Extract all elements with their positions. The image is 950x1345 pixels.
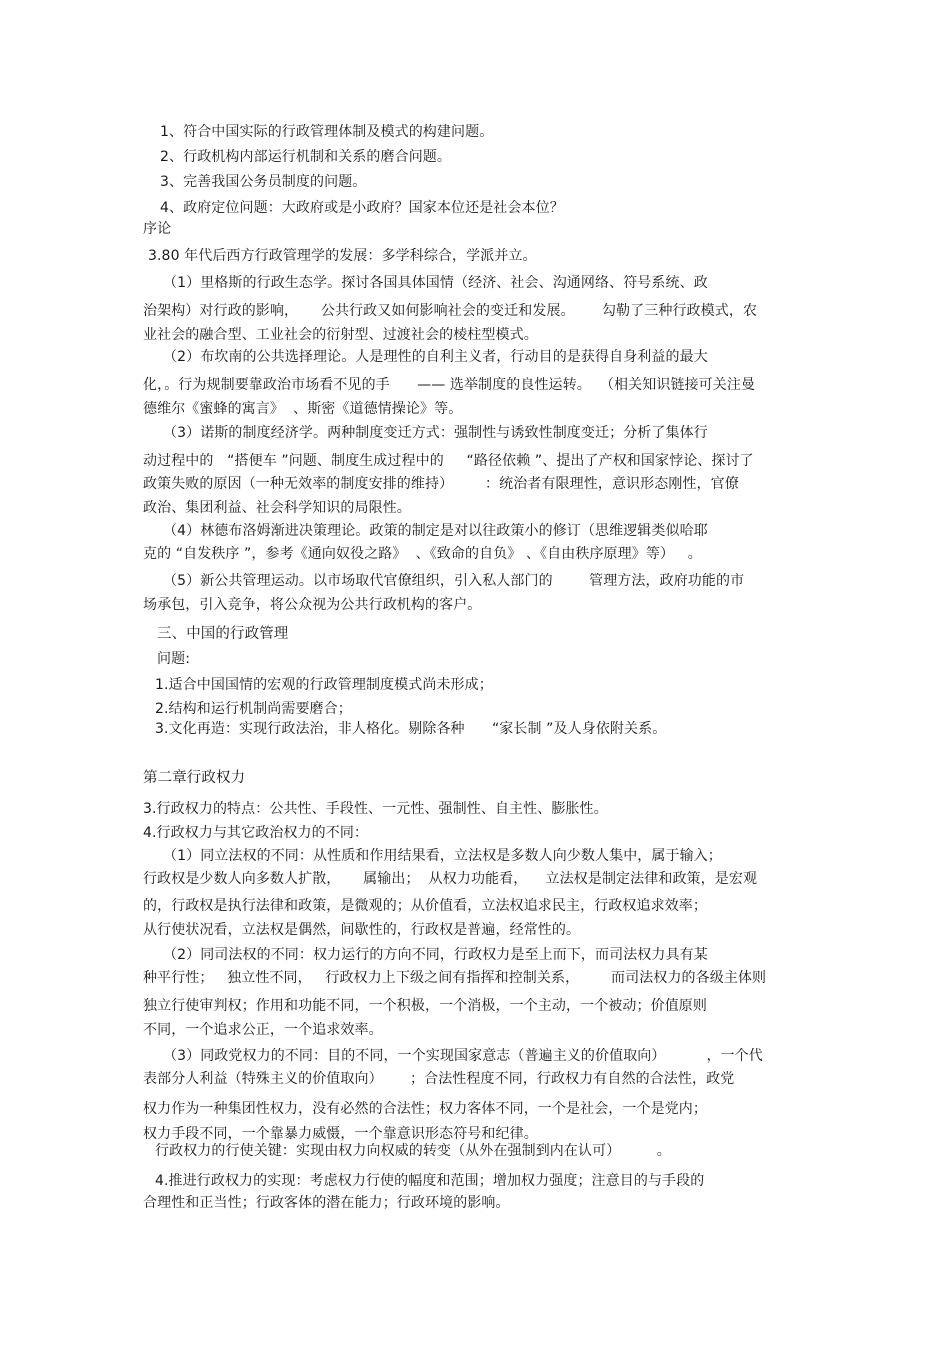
text-line: （5）新公共管理运动。以市场取代官僚组织，引入私人部门的 管理方法，政府功能的市 [163,573,745,589]
text-line: 3、完善我国公务员制度的问题。 [160,174,367,190]
text-line: 3.80 年代后西方行政管理学的发展：多学科综合，学派并立。 [148,248,537,264]
text-line: 问题: [157,651,191,667]
text-line: 3.行政权力的特点：公共性、手段性、一元性、强制性、自主性、膨胀性。 [143,801,608,817]
text-line: 2.结构和运行机制尚需要磨合； [155,701,352,717]
text-line: 政策失败的原因（一种无效率的制度安排的维持） ：统治者有限理性，意识形态刚性，官僚 [143,476,739,492]
text-line: 种平行性； 独立性不同， 行政权力上下级之间有指挥和控制关系， 而司法权力的各级主体则 [143,970,767,986]
text-line: 权力手段不同，一个靠暴力威慑，一个靠意识形态符号和纪律。 [143,1126,538,1142]
text-line: 4.行政权力与其它政治权力的不同： [143,825,369,841]
text-line: 的，行政权是执行法律和政策，是微观的；从价值看，立法权追求民主，行政权追求效率； [143,898,707,914]
text-line: 4.推进行政权力的实现：考虑权力行使的幅度和范围；增加权力强度；注意目的与手段的 [155,1173,705,1189]
text-line: （2）布坎南的公共选择理论。人是理性的自利主义者，行动目的是获得自身利益的最大 [163,349,708,365]
text-line: 行政权是少数人向多数人扩散， 属输出； 从权力功能看， 立法权是制定法律和政策，是宏观 [143,871,758,887]
text-line: 行政权力的行使关键：实现由权力向权威的转变（从外在强制到内在认可） 。 [155,1143,671,1159]
text-line: 权力作为一种集团性权力，没有必然的合法性；权力客体不同，一个是社会，一个是党内； [143,1101,707,1117]
text-line: 化，。行为规制要靠政治市场看不见的手 —— 选举制度的良性运转。 （相关知识链接可关注曼 [143,377,756,393]
text-line: 4、政府定位问题：大政府或是小政府？国家本位还是社会本位？ [160,200,564,216]
text-line: （2）同司法权的不同：权力运行的方向不同，行政权力是至上而下，而司法权力具有某 [163,947,708,963]
text-line: 不同，一个追求公正，一个追求效率。 [143,1022,383,1038]
text-line: 动过程中的 “搭便车 ”问题、制度生成过程中的 “路径依赖 ”、提出了产权和国家悖论、探讨了 [143,453,754,469]
text-line: 独立行使审判权；作用和功能不同，一个积极，一个消极，一个主动，一个被动；价值原则 [143,998,707,1014]
section-heading: 三、中国的行政管理 [157,626,289,642]
text-line: 1.适合中国国情的宏观的行政管理制度模式尚未形成； [155,677,493,693]
chapter-title: 第二章行政权力 [143,770,246,786]
text-line: 场承包，引入竞争，将公众视为公共行政机构的客户。 [143,597,482,613]
text-line: 德维尔《蜜蜂的寓言》 、斯密《道德情操论》等。 [143,401,463,417]
text-line: 克的 “自发秩序 ”，参考《通向奴役之路》 、《致命的自负》 、《自由秩序原理》等） 。 [143,546,702,562]
text-line: （3）同政党权力的不同：目的不同，一个实现国家意志（普遍主义的价值取向） ，一个代 [163,1048,763,1064]
text-line: （1）同立法权的不同：从性质和作用结果看，立法权是多数人向少数人集中，属于输入； [163,848,722,864]
text-line: 3.文化再造：实现行政法治，非人格化。剔除各种 “家长制 ”及人身依附关系。 [155,721,667,737]
text-line: 政治、集团利益、社会科学知识的局限性。 [143,500,411,516]
section-heading: 序论 [143,221,172,237]
text-line: 2、行政机构内部运行机制和关系的磨合问题。 [160,149,452,165]
text-line: （4）林德布洛姆渐进决策理论。政策的制定是对以往政策小的修订（思维逻辑类似哈耶 [163,523,708,539]
text-line: 业社会的融合型、工业社会的衍射型、过渡社会的棱柱型模式。 [143,327,538,343]
text-line: （3）诺斯的制度经济学。两种制度变迁方式：强制性与诱致性制度变迁；分析了集体行 [163,425,708,441]
text-line: 1、符合中国实际的行政管理体制及模式的构建问题。 [160,124,494,140]
text-line: 合理性和正当性；行政客体的潜在能力；行政环境的影响。 [143,1195,510,1211]
text-line: 从行使状况看，立法权是偶然，间歇性的，行政权是普遍，经常性的。 [143,922,581,938]
text-line: （1）里格斯的行政生态学。探讨各国具体国情（经济、社会、沟通网络、符号系统、政 [163,275,708,291]
text-line: 治架构）对行政的影响， 公共行政又如何影响社会的变迁和发展。 勾勒了三种行政模式，农 [143,303,758,319]
text-line: 表部分人利益（特殊主义的价值取向） ；合法性程度不同，行政权力有自然的合法性，政党 [143,1071,735,1087]
